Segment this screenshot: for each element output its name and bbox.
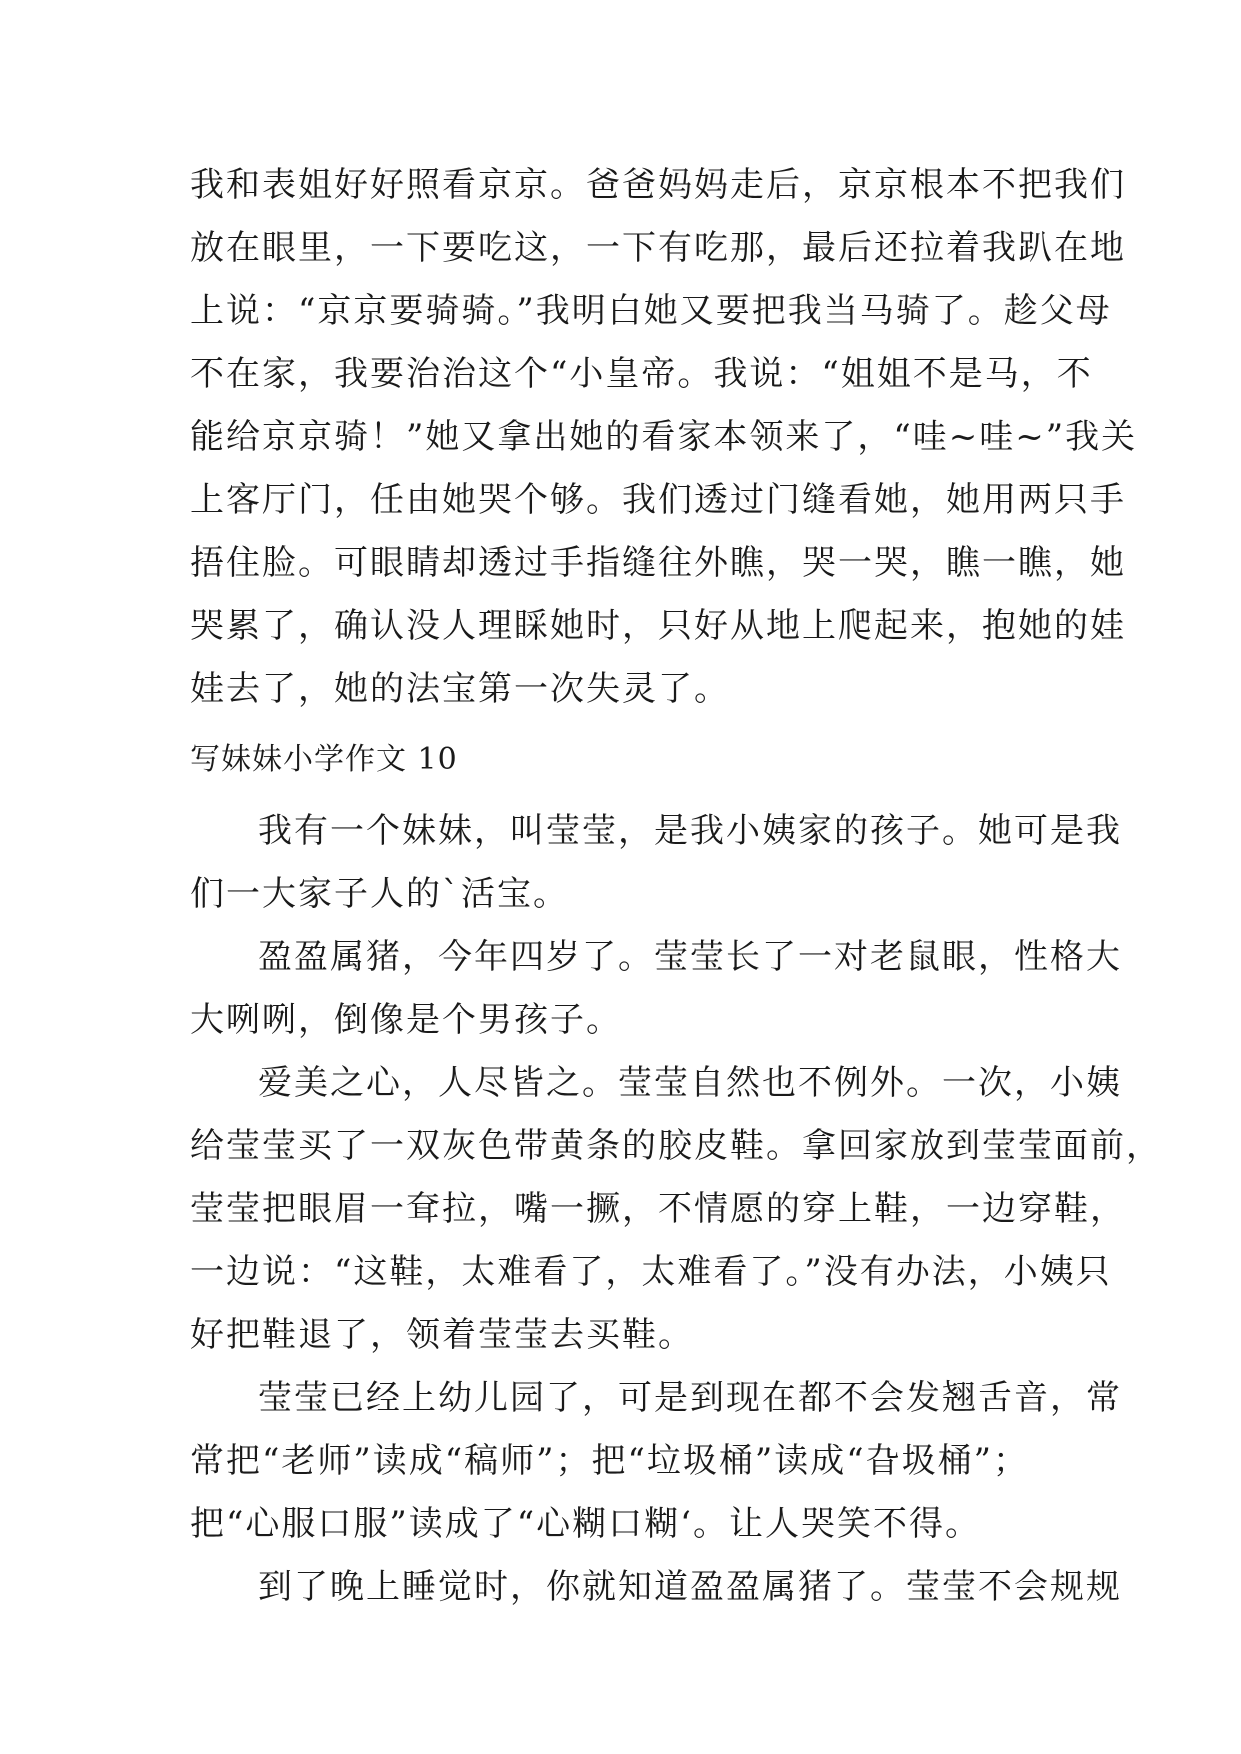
paragraph-previous-essay — [190, 154, 1138, 721]
section-title: 写妹妹小学作文 10 — [190, 742, 458, 777]
text-line: 上客厅门，任由她哭个够。我们透过门缝看她，她用两只手 — [190, 480, 1126, 520]
text-line: 爱美之心，人尽皆之。莹莹自然也不例外。一次，小姨 — [258, 1063, 1122, 1103]
text-line: 一边说：“这鞋，太难看了，太难看了。”没有办法，小姨只 — [190, 1252, 1112, 1292]
text-line: 们一大家子人的`活宝。 — [190, 874, 569, 914]
text-line: 莹莹把眼眉一耷拉，嘴一撅，不情愿的穿上鞋，一边穿鞋， — [190, 1189, 1126, 1229]
text-line: 常把“老师”读成“稿师”；把“垃圾桶”读成“旮圾桶”； — [190, 1441, 1030, 1481]
text-line: 我和表姐好好照看京京。爸爸妈妈走后，京京根本不把我们 — [190, 165, 1126, 205]
essay-body — [190, 800, 1162, 1619]
text-line: 不在家，我要治治这个“小皇帝。我说：“姐姐不是马，不 — [190, 354, 1093, 394]
text-line: 放在眼里，一下要吃这，一下有吃那，最后还拉着我趴在地 — [190, 228, 1126, 268]
text-line: 我有一个妹妹，叫莹莹，是我小姨家的孩子。她可是我 — [258, 811, 1122, 851]
text-line: 哭累了，确认没人理睬她时，只好从地上爬起来，抱她的娃 — [190, 606, 1126, 646]
text-line: 捂住脸。可眼睛却透过手指缝往外瞧，哭一哭，瞧一瞧，她 — [190, 543, 1126, 583]
text-line: 上说：“京京要骑骑。”我明白她又要把我当马骑了。趁父母 — [190, 291, 1112, 331]
text-line: 给莹莹买了一双灰色带黄条的胶皮鞋。拿回家放到莹莹面前， — [190, 1126, 1162, 1166]
text-line: 娃去了，她的法宝第一次失灵了。 — [190, 669, 730, 709]
text-line: 莹莹已经上幼儿园了，可是到现在都不会发翘舌音，常 — [258, 1378, 1122, 1418]
text-line: 能给京京骑！”她又拿出她的看家本领来了，“哇~哇~”我关 — [190, 417, 1138, 457]
text-line: 大咧咧，倒像是个男孩子。 — [190, 1000, 622, 1040]
text-line: 到了晚上睡觉时，你就知道盈盈属猪了。莹莹不会规规 — [258, 1567, 1122, 1607]
text-line: 盈盈属猪，今年四岁了。莹莹长了一对老鼠眼，性格大 — [258, 937, 1122, 977]
text-line: 把“心服口服”读成了“心糊口糊‘。让人哭笑不得。 — [190, 1504, 981, 1544]
text-line: 好把鞋退了，领着莹莹去买鞋。 — [190, 1315, 694, 1355]
